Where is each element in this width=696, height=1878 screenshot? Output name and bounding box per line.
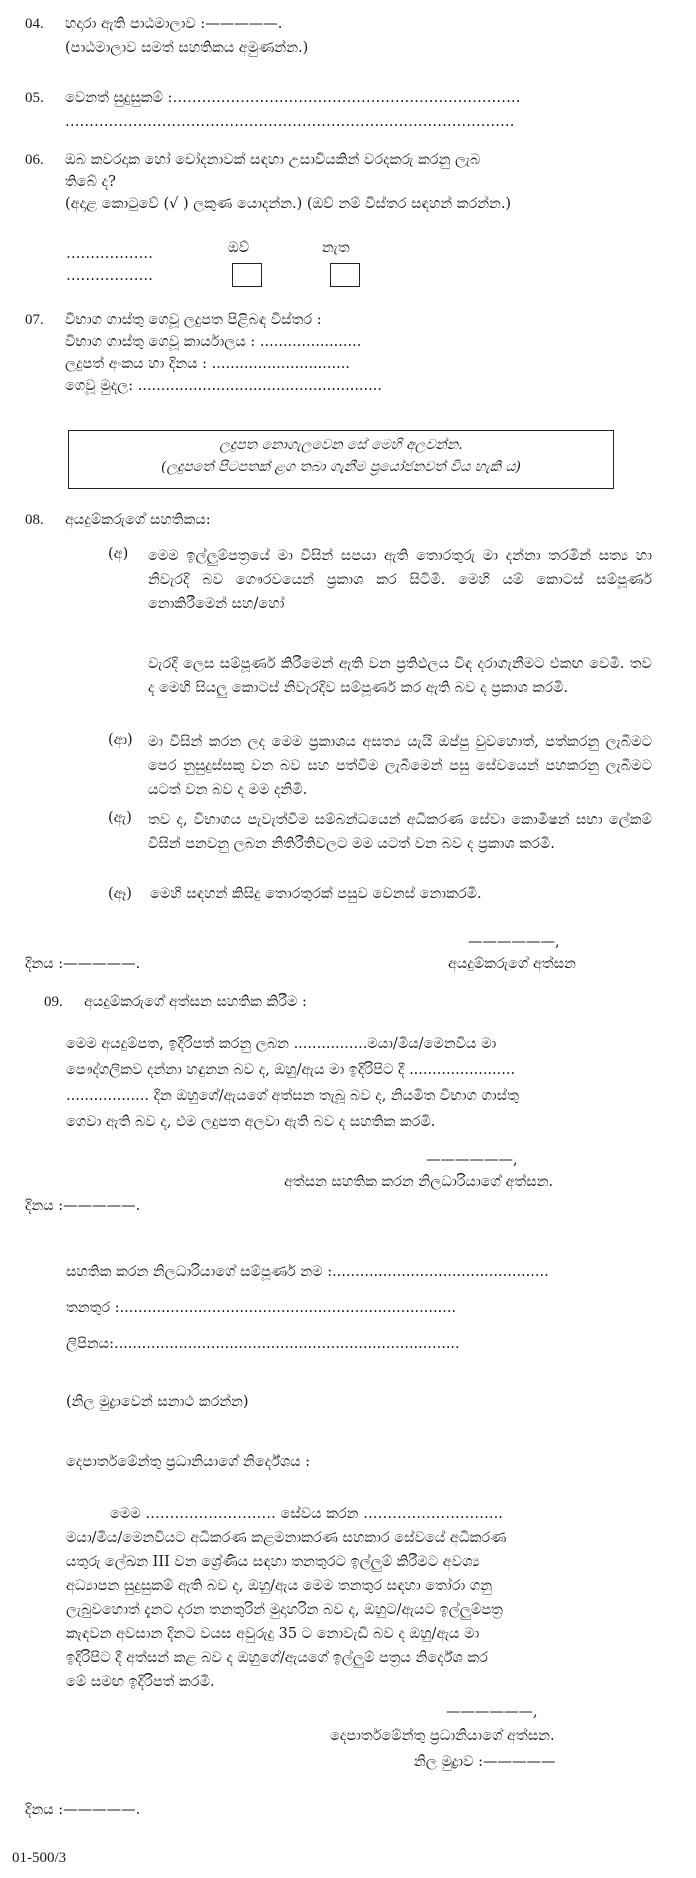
conviction-details-field-1[interactable]: ……………… (66, 246, 153, 262)
section-05-number: 05. (25, 90, 44, 106)
other-qualifications-field-line2[interactable]: ………………………………………………………………………………… (65, 114, 515, 130)
conviction-instructions: (අදාළ කොටුවේ (√ ) ලකුණ යොදන්න.) (ඔව් නම් විස්තර සඳහන් කරන්න.) (65, 196, 512, 212)
course-followed-field[interactable]: හදාරා ඇති පාඨමාලාව :—————. (65, 16, 283, 32)
official-seal-field[interactable]: නිල මුද්‍රාව :————— (414, 1754, 556, 1770)
receipt-paste-instruction: ලදුපත නොගැලවෙන සේ මෙහි අලවන්න. (219, 437, 463, 453)
certifier-signature-label: අත්සන සහතික කරන නිලධාරියාගේ අත්සන. (284, 1174, 554, 1190)
officer-full-name-field[interactable]: සහතික කරන නිලධාරියාගේ සම්පූර්ණ නම :............................................... (66, 1264, 549, 1280)
recommendation-line-8: මේ සමඟ ඉදිරිපත් කරමි. (66, 1674, 215, 1690)
applicant-certificate-title: අයදුම්කරුගේ සහතිකය: (65, 512, 211, 528)
applicant-signature-label: අයදුම්කරුගේ අත්සන (448, 956, 576, 972)
conviction-details-field-2[interactable]: ……………… (66, 268, 153, 284)
receipt-details-title: විභාග ගාස්තු ගෙවූ ලදුපත පිළිබඳ විස්තර : (65, 312, 322, 328)
recommendation-line-1: මෙම ……………………… සේවය කරන ……………………….. (110, 1506, 503, 1522)
conviction-question-cont: තිබේ ද? (65, 174, 116, 190)
dept-head-date-field[interactable]: දිනය :—————. (25, 1802, 141, 1818)
yes-checkbox[interactable] (232, 263, 262, 287)
course-certificate-note: (පාඨමාලාව සමත් සහතිකය අමුණන්න.) (65, 40, 309, 56)
form-code: 01-500/3 (12, 1850, 67, 1866)
recommendation-line-7: ඉදිරිපිට දී අත්සන් කළ බව ද ඔහුගේ/ඇයගේ ඉල්ලුම් පත්‍රය නිර්දේශ කර (66, 1650, 488, 1666)
dept-head-signature-label: දෙපාර්තමේන්තු ප්‍රධානියාගේ අත්සන. (330, 1728, 555, 1744)
officer-position-field[interactable]: තනතුර :......................................................................... (66, 1300, 457, 1316)
section-06-number: 06. (25, 152, 44, 168)
clause-a-text: මෙම ඉල්ලුම්පත්‍රයේ මා විසින් සපයා ඇති තොරතුරු මා දන්නා තරමින් සත්‍ය හා නිවැරදි බව ගෞරවයෙන් ප්‍රකාශ කර සිටිමි. මෙහි යම් කොටස් සම්පූර්ණ නොකිරීමෙන් සහ/හෝ (148, 548, 652, 612)
official-seal-note: (නිල මුද්‍රාවෙන් සනාථ කරන්න) (66, 1394, 249, 1410)
clause-a-label: (අ) (108, 546, 129, 562)
recommendation-line-2: මයා/මිය/මෙනවියට අධිකරණ කළමනාකරණ සහකාර සේවයේ අධිකරණ (66, 1530, 507, 1546)
conviction-question: ඔබ කවරදාක හෝ චෝදනාවක් සඳහා උසාවියකින් වරදකරු කරනු ලැබ (65, 152, 481, 168)
section-04-number: 04. (25, 16, 44, 32)
amount-paid-field[interactable]: ගෙවූ මුදල: ..................................................... (65, 378, 382, 394)
clause-ae-text: තව ද, විභාගය පැවැත්වීම සම්බන්ධයෙන් අධිකරණ සේවා කොමිෂන් සභා ලේකම් විසින් පනවනු ලබන නිතිරීතිවලට මම යටත් වන බව ද ප්‍රකාශ කරමි. (148, 812, 652, 852)
section-07-number: 07. (25, 312, 44, 328)
other-qualifications-field[interactable]: වෙනත් සුදුසුකම් :……………………………………………………………… (65, 90, 521, 106)
recommendation-line-4: අධ්‍යාපන සුදුසුකම් ඇති බව ද, ඔහු/ඇය මෙම තනතුර සඳහා තෝරා ගනු (66, 1578, 492, 1594)
applicant-date-field[interactable]: දිනය :—————. (25, 956, 141, 972)
no-label: නැත (322, 240, 350, 256)
certification-line-1: මෙම අයදුම්පත, ඉදිරිපත් කරනු ලබන ................මයා/මිය/මෙනවිය මා (66, 1036, 497, 1052)
receipt-paste-area[interactable] (68, 430, 614, 489)
signature-certification-title: අයදුම්කරුගේ අත්සන සහතික කිරීම : (84, 994, 307, 1010)
applicant-signature-line[interactable]: ——————, (468, 934, 560, 950)
receipt-copy-note: (ලදුපතේ පිටපතක් ළග තබා ගැනීම ප්‍රයෝජනවත් විය හැකි ය) (160, 459, 522, 475)
dept-head-recommendation-title: දෙපාර්තමේන්තු ප්‍රධානියාගේ නිර්දේශය : (66, 1454, 311, 1470)
fee-paid-office-field[interactable]: විභාග ගාස්තු ගෙවූ කාර්යාලය : ...................... (65, 334, 362, 350)
section-09-number: 09. (44, 994, 63, 1010)
clause-ae2-text: මෙහි සඳහන් කිසිදු තොරතුරක් පසුව වෙනස් නොකරමි. (150, 886, 482, 902)
certification-line-4: ගෙවා ඇති බව ද, එම ලදුපත අලවා ඇති බව ද සහතික කරමි. (66, 1114, 436, 1130)
recommendation-line-6: කැඳවන අවසාන දිනට වයස අවුරුදු 35 ට නොවැඩි බව ද ඔහු/ඇය මා (66, 1626, 480, 1642)
receipt-number-date-field[interactable]: ලදුපත් අංකය හා දිනය : .............................. (65, 356, 350, 372)
officer-address-field[interactable]: ලිපිනය:........................................................................... (66, 1336, 460, 1352)
clause-ae-label: (ඇ) (108, 810, 132, 826)
yes-label: ඔව් (228, 240, 250, 256)
section-08-number: 08. (25, 512, 44, 528)
certification-line-3: .................. දින ඔහුගේ/ඇයගේ අත්සන තැබූ බව ද, නියමිත විභාග ගාස්තු (66, 1088, 519, 1104)
clause-aa-label: (ආ) (108, 732, 133, 748)
certifier-signature-line[interactable]: ——————, (426, 1152, 518, 1168)
certification-line-2: පෞද්ගලිකව දන්නා හඳුනන බව ද, ඔහු/ඇය මා ඉදිරිපිට දී ....................... (66, 1062, 516, 1078)
dept-head-signature-line[interactable]: ——————, (446, 1704, 538, 1720)
recommendation-line-5: ලැබුවහොත් දැනට දරන තනතුරින් මුදාහරින බව ද, ඔහුට/ඇයට ඉල්ලුම්පත්‍ර (66, 1602, 503, 1618)
clause-aa-text: මා විසින් කරන ලද මෙම ප්‍රකාශය අසත්‍ය යැයි ඔප්පු වුවහොත්, පත්කරනු ලැබීමට පෙර නුසුදුස්සකු වන බව සහ පත්වීම ලැබීමෙන් පසු සේවයෙන් පහකරනු ලැබීමට යටත් වන බව ද මම දනිමි. (148, 734, 652, 798)
clause-ae2-label: (ඈ) (108, 886, 132, 902)
certifier-date-field[interactable]: දිනය :—————. (25, 1198, 141, 1214)
clause-a-text-cont: වැරදි ලෙස සම්පූර්ණ කිරීමෙන් ඇති වන ප්‍රතිඵලය විඳ දරාගැනීමට එකඟ වෙමි. තව ද මෙහි සියලු කොටස් නිවැරදිව සම්පූර්ණ කර ඇති බව ද ප්‍රකාශ කරමි. (148, 656, 652, 696)
no-checkbox[interactable] (330, 263, 360, 287)
recommendation-line-3: යතුරු ලේඛන III වන ශ්‍රේණිය සඳහා තනතුරට ඉල්ලුම් කිරීමට අවශ්‍ය (66, 1554, 480, 1570)
